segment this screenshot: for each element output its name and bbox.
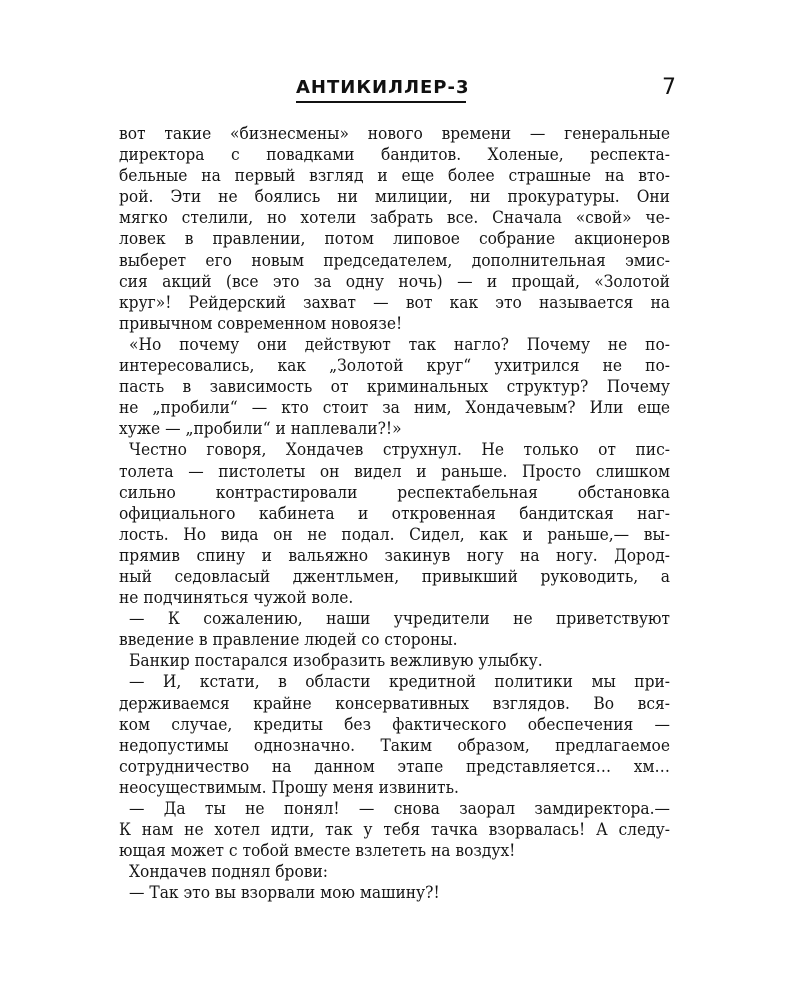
text-line: пасть в зависимость от криминальных структур? Почему xyxy=(119,377,670,398)
text-line: ный седовласый джентльмен, привыкший руководить, а xyxy=(119,566,670,587)
text-line: недопустимы однозначно. Таким образом, предлагаемое xyxy=(119,735,670,756)
text-line: привычном современном новоязе! xyxy=(119,313,403,334)
text-line: бельные на первый взгляд и еще более страшные на вто- xyxy=(119,166,670,187)
text-line: лость. Но вида он не подал. Сидел, как и раньше,— вы- xyxy=(119,524,670,545)
text-line: Банкир постарался изобразить вежливую улыбку. xyxy=(129,651,543,672)
text-line: не подчиняться чужой воле. xyxy=(119,588,354,609)
text-line: Честно говоря, Хондачев струхнул. Не только от пис- xyxy=(129,440,670,461)
text-line: ловек в правлении, потом липовое собрание акционеров xyxy=(119,229,670,250)
text-line: официального кабинета и откровенная бандитская наг- xyxy=(119,503,670,524)
running-title: АНТИКИЛЛЕР-3 xyxy=(296,77,470,98)
text-line: введение в правление людей со стороны. xyxy=(119,630,458,651)
text-line: хуже — „пробили“ и наплевали?!» xyxy=(119,419,402,440)
text-line: — И, кстати, в области кредитной политики мы при- xyxy=(129,672,670,693)
text-line: сильно контрастировали респектабельная обстановка xyxy=(119,482,670,503)
text-line: не „пробили“ — кто стоит за ним, Хондачевым? Или еще xyxy=(119,398,670,419)
text-line: держиваемся крайне консервативных взглядов. Во вся- xyxy=(119,693,670,714)
title-underline xyxy=(296,101,466,103)
text-line: прямив спину и вальяжно закинув ногу на ногу. Дород- xyxy=(119,545,670,566)
text-line: «Но почему они действуют так нагло? Почему не по- xyxy=(129,334,670,355)
page-number: 7 xyxy=(662,75,676,100)
text-line: рой. Эти не боялись ни милиции, ни прокуратуры. Они xyxy=(119,187,670,208)
text-line: директора с повадками бандитов. Холеные, респекта- xyxy=(119,145,670,166)
text-line: ком случае, кредиты без фактического обеспечения — xyxy=(119,714,670,735)
text-line: толета — пистолеты он видел и раньше. Просто слишком xyxy=(119,461,670,482)
body-text xyxy=(119,124,670,904)
text-line: мягко стелили, но хотели забрать все. Сначала «свой» че- xyxy=(119,208,670,229)
text-line: круг»! Рейдерский захват — вот как это называется на xyxy=(119,292,670,313)
text-line: ющая может с тобой вместе взлететь на воздух! xyxy=(119,841,516,862)
text-line: — Так это вы взорвали мою машину?! xyxy=(129,883,440,904)
text-line: К нам не хотел идти, так у тебя тачка взорвалась! А следу- xyxy=(119,820,670,841)
text-line: неосуществимым. Прошу меня извинить. xyxy=(119,777,459,798)
text-line: — К сожалению, наши учредители не приветствуют xyxy=(129,609,670,630)
text-line: выберет его новым председателем, дополнительная эмис- xyxy=(119,250,670,271)
text-line: сотрудничество на данном этапе представляется… хм… xyxy=(119,756,670,777)
text-line: Хондачев поднял брови: xyxy=(129,862,328,883)
text-line: вот такие «бизнесмены» нового времени — генеральные xyxy=(119,124,670,144)
text-line: — Да ты не понял! — снова заорал замдиректора.— xyxy=(129,799,670,819)
text-line: интересовались, как „Золотой круг“ ухитрился не по- xyxy=(119,356,670,377)
text-line: сия акций (все это за одну ночь) — и прощай, «Золотой xyxy=(119,271,670,292)
